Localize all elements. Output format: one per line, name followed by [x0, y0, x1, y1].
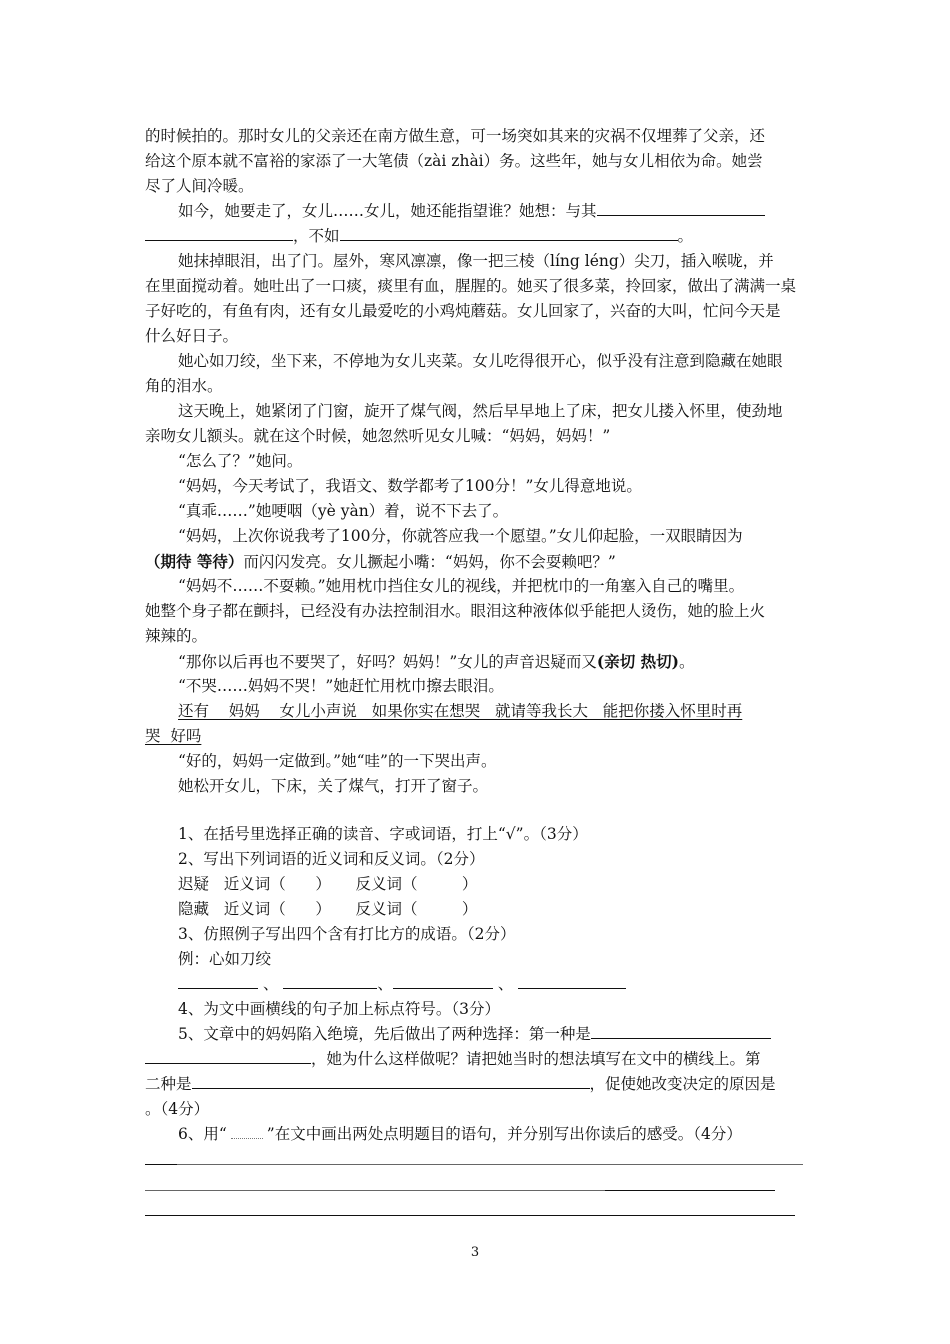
question-6	[178, 1122, 810, 1147]
story-line: 她整个身子都在颤抖，已经没有办法控制泪水。眼泪这种液体似乎能把人烫伤，她的脸上火	[145, 602, 766, 620]
story-line: 尽了人间冷暖。	[145, 177, 254, 195]
question-3-example: 例：心如刀绞	[178, 950, 272, 968]
answer-blank[interactable]	[145, 226, 293, 241]
story-line: “好的，妈妈一定做到。”她“哇”的一下哭出声。	[178, 752, 497, 770]
answer-blank[interactable]	[145, 1049, 311, 1064]
answer-line[interactable]	[605, 1190, 775, 1191]
answer-blank[interactable]	[597, 201, 765, 216]
question-3-blanks	[178, 972, 810, 997]
page-number: 3	[470, 1245, 480, 1260]
story-line	[178, 649, 810, 675]
story-line: 子好吃的，有鱼有肉，还有女儿最爱吃的小鸡炖蘑菇。女儿回家了，兴奋的大叫，忙问今天是	[145, 302, 781, 320]
question-text: 6、用“	[178, 1125, 227, 1143]
underlined-sentence: 还有 妈妈 女儿小声说 如果你实在想哭 就请等我长大 能把你搂入怀里时再	[178, 702, 743, 720]
underlined-sentence: 哭 好吗	[145, 727, 202, 745]
story-line: 在里面搅动着。她吐出了一口痰，痰里有血，腥腥的。她买了很多菜，拎回家，做出了满满一桌	[145, 277, 797, 295]
story-text: 而闪闪发亮。女儿撅起小嘴：“妈妈，你不会耍赖吧？”	[243, 553, 616, 571]
story-line: 辣辣的。	[145, 627, 208, 645]
story-text: 。	[677, 227, 694, 245]
story-line-with-blank	[145, 224, 810, 249]
story-line	[145, 549, 810, 575]
story-text: 。	[678, 653, 695, 671]
answer-line[interactable]	[145, 1215, 795, 1216]
story-line: 角的泪水。	[145, 377, 223, 395]
story-line: 什么好日子。	[145, 327, 239, 345]
question-4: 4、为文中画横线的句子加上标点符号。（3分）	[178, 1000, 500, 1018]
story-line: 她抹掉眼泪，出了门。屋外，寒风凛凛，像一把三棱（líng léng）尖刀，插入喉咙，并	[178, 252, 774, 270]
answer-blank[interactable]	[518, 974, 626, 989]
story-text: “那你以后再也不要哭了，好吗？妈妈！”女儿的声音迟疑而又	[178, 653, 597, 671]
answer-blank[interactable]	[340, 226, 678, 241]
story-line: 这天晚上，她紧闭了门窗，旋开了煤气阀，然后早早地上了床，把女儿搂入怀里，使劲地	[178, 402, 783, 420]
question-text: ”在文中画出两处点明题目的语句，并分别写出你读后的感受。（4分）	[266, 1125, 742, 1143]
question-text: 二种是	[145, 1075, 192, 1093]
question-3: 3、仿照例子写出四个含有打比方的成语。（2分）	[178, 925, 516, 943]
answer-line[interactable]	[177, 1164, 803, 1165]
story-line: “真乖……”她哽咽（yè yàn）着，说不下去了。	[178, 502, 509, 520]
word-choice[interactable]: （期待 等待）	[145, 552, 244, 571]
story-text: 如今，她要走了，女儿……女儿，她还能指望谁？她想：与其	[178, 202, 597, 220]
story-line: 她心如刀绞，坐下来，不停地为女儿夹菜。女儿吃得很开心，似乎没有注意到隐藏在她眼	[178, 352, 783, 370]
story-line: 她松开女儿，下床，关了煤气，打开了窗子。	[178, 777, 489, 795]
question-5-cont: 。（4分）	[145, 1100, 210, 1118]
separator: 、	[377, 975, 393, 993]
question-5-cont	[145, 1047, 810, 1072]
wavy-underline-icon	[231, 1128, 263, 1139]
story-line: 的时候拍的。那时女儿的父亲还在南方做生意，可一场突如其来的灾祸不仅埋葬了父亲，还	[145, 127, 766, 145]
question-2-row[interactable]: 隐藏 近义词（ ） 反义词（ ）	[178, 900, 478, 918]
question-5-cont	[145, 1072, 810, 1097]
story-line: “妈妈，上次你说我考了100分，你就答应我一个愿望。”女儿仰起脸，一双眼睛因为	[178, 527, 743, 545]
story-line: “妈妈，今天考试了，我语文、数学都考了100分！”女儿得意地说。	[178, 477, 642, 495]
word-choice[interactable]: (亲切 热切)	[596, 652, 679, 671]
question-2-row[interactable]: 迟疑 近义词（ ） 反义词（ ）	[178, 875, 478, 893]
story-line: 亲吻女儿额头。就在这个时候，她忽然听见女儿喊：“妈妈，妈妈！”	[145, 427, 611, 445]
answer-blank[interactable]	[283, 974, 377, 989]
question-text: ，促使她改变决定的原因是	[589, 1075, 776, 1093]
story-line: 给这个原本就不富裕的家添了一大笔债（zài zhài）务。这些年，她与女儿相依为命。她尝	[145, 152, 763, 170]
answer-blank[interactable]	[591, 1024, 771, 1039]
answer-blank[interactable]	[192, 1074, 590, 1089]
question-1: 1、在括号里选择正确的读音、字或词语，打上“√”。（3分）	[178, 825, 588, 843]
question-text: 5、文章中的妈妈陷入绝境，先后做出了两种选择：第一种是	[178, 1025, 591, 1043]
answer-line[interactable]	[145, 1190, 605, 1191]
story-line: “怎么了？”她问。	[178, 452, 303, 470]
question-text: ，她为什么这样做呢？请把她当时的想法填写在文中的横线上。第	[311, 1050, 761, 1068]
story-text: ，不如	[293, 227, 340, 245]
question-2: 2、写出下列词语的近义词和反义词。（2分）	[178, 850, 485, 868]
answer-blank[interactable]	[393, 974, 493, 989]
question-5	[178, 1022, 810, 1047]
story-line: “妈妈不……不耍赖。”她用枕巾挡住女儿的视线，并把枕巾的一角塞入自己的嘴里。	[178, 577, 745, 595]
answer-blank[interactable]	[178, 974, 258, 989]
answer-line[interactable]	[145, 1164, 177, 1165]
separator: 、	[497, 975, 514, 993]
story-line: “不哭……妈妈不哭！”她赶忙用枕巾擦去眼泪。	[178, 677, 504, 695]
story-line-with-blank	[178, 199, 810, 224]
separator: 、	[262, 975, 279, 993]
